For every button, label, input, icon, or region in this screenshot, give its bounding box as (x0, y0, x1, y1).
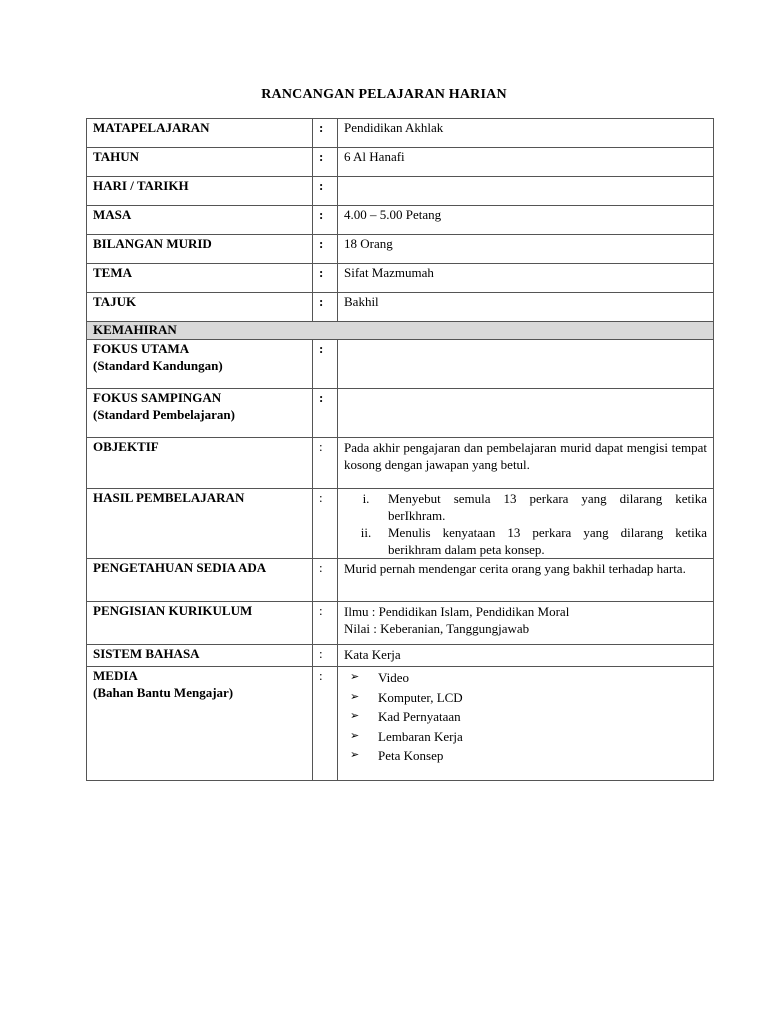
label-line: (Bahan Bantu Mengajar) (93, 685, 234, 700)
table-row (87, 119, 714, 148)
sistem-bahasa-label: SISTEM BAHASA (87, 645, 313, 667)
list-number: ii. (360, 525, 372, 540)
media-label (87, 667, 313, 781)
fokus-sampingan-label (87, 389, 313, 438)
label-line: (Standard Kandungan) (93, 358, 223, 373)
hasil-label: HASIL PEMBELAJARAN (87, 489, 313, 559)
list-text: Menulis kenyataan 13 perkara yang dilarang ketika berikhram dalam peta konsep. (388, 525, 707, 557)
table-row (87, 559, 714, 602)
label-line: FOKUS SAMPINGAN (93, 390, 222, 405)
fokus-utama-value (338, 340, 714, 389)
table-row (87, 645, 714, 667)
list-text: Peta Konsep (378, 748, 444, 763)
table-row (87, 602, 714, 645)
hasil-value (338, 489, 714, 559)
row-value: 18 Orang (338, 235, 714, 264)
table-row (87, 489, 714, 559)
arrow-bullet-icon: ➢ (350, 690, 360, 703)
kurikulum-value (338, 602, 714, 645)
pengetahuan-label: PENGETAHUAN SEDIA ADA (87, 559, 313, 602)
list-item (344, 746, 707, 766)
row-label: BILANGAN MURID (87, 235, 313, 264)
list-item (344, 727, 707, 747)
arrow-bullet-icon: ➢ (350, 749, 360, 761)
list-number: i. (362, 491, 370, 506)
list-item (344, 668, 707, 688)
table-row (87, 206, 714, 235)
arrow-bullet-icon: ➢ (350, 671, 360, 683)
pengetahuan-value: Murid pernah mendengar cerita orang yang bakhil terhadap harta. (338, 559, 714, 602)
table-row (87, 293, 714, 322)
media-value (338, 667, 714, 781)
list-text: Video (378, 670, 409, 685)
row-label: MATAPELAJARAN (87, 119, 313, 148)
outcome-list (344, 490, 707, 558)
colon: : (313, 177, 338, 206)
media-list (344, 668, 707, 766)
fokus-sampingan-value (338, 389, 714, 438)
fokus-utama-label (87, 340, 313, 389)
table-row (87, 177, 714, 206)
colon: : (313, 645, 338, 667)
colon: : (313, 264, 338, 293)
section-kemahiran: KEMAHIRAN (87, 322, 714, 340)
colon: : (313, 667, 338, 781)
row-value: Pendidikan Akhlak (338, 119, 714, 148)
row-value (338, 177, 714, 206)
lesson-plan-table (86, 118, 714, 781)
section-header-row (87, 322, 714, 340)
label-line: (Standard Pembelajaran) (93, 407, 235, 422)
kurikulum-line: Ilmu : Pendidikan Islam, Pendidikan Moral (344, 604, 570, 619)
page-title: RANCANGAN PELAJARAN HARIAN (261, 87, 507, 102)
arrow-bullet-icon: ➢ (350, 710, 360, 722)
row-value: Bakhil (338, 293, 714, 322)
objektif-label: OBJEKTIF (87, 438, 313, 489)
colon: : (313, 206, 338, 235)
list-text: Lembaran Kerja (378, 728, 463, 744)
table-row (87, 389, 714, 438)
row-label: TEMA (87, 264, 313, 293)
colon: : (313, 559, 338, 602)
list-item (344, 707, 707, 727)
table-row (87, 264, 714, 293)
table-row (87, 235, 714, 264)
colon: : (313, 389, 338, 438)
label-line: FOKUS UTAMA (93, 341, 190, 356)
kurikulum-line: Nilai : Keberanian, Tanggungjawab (344, 621, 530, 636)
colon: : (313, 293, 338, 322)
row-label: MASA (87, 206, 313, 235)
arrow-bullet-icon: ➢ (350, 729, 360, 742)
row-value: 6 Al Hanafi (338, 148, 714, 177)
list-text: Menyebut semula 13 perkara yang dilarang ketika berIkhram. (388, 491, 707, 523)
row-value: Sifat Mazmumah (338, 264, 714, 293)
table-row (87, 438, 714, 489)
list-text: Kad Pernyataan (378, 709, 461, 724)
colon: : (313, 438, 338, 489)
colon: : (313, 340, 338, 389)
colon: : (313, 602, 338, 645)
list-text: Komputer, LCD (378, 689, 463, 705)
label-line: MEDIA (93, 668, 138, 683)
table-row (87, 340, 714, 389)
objektif-value: Pada akhir pengajaran dan pembelajaran murid dapat mengisi tempat kosong dengan jawapan yang betul. (338, 438, 714, 489)
table-row (87, 148, 714, 177)
list-item (344, 524, 707, 558)
list-item (344, 688, 707, 708)
colon: : (313, 489, 338, 559)
colon: : (313, 148, 338, 177)
row-label: TAHUN (87, 148, 313, 177)
colon: : (313, 235, 338, 264)
sistem-bahasa-value: Kata Kerja (338, 645, 714, 667)
row-value: 4.00 – 5.00 Petang (338, 206, 714, 235)
row-label: TAJUK (87, 293, 313, 322)
colon: : (313, 119, 338, 148)
row-label: HARI / TARIKH (87, 177, 313, 206)
list-item (344, 490, 707, 524)
table-row (87, 667, 714, 781)
kurikulum-label: PENGISIAN KURIKULUM (87, 602, 313, 645)
